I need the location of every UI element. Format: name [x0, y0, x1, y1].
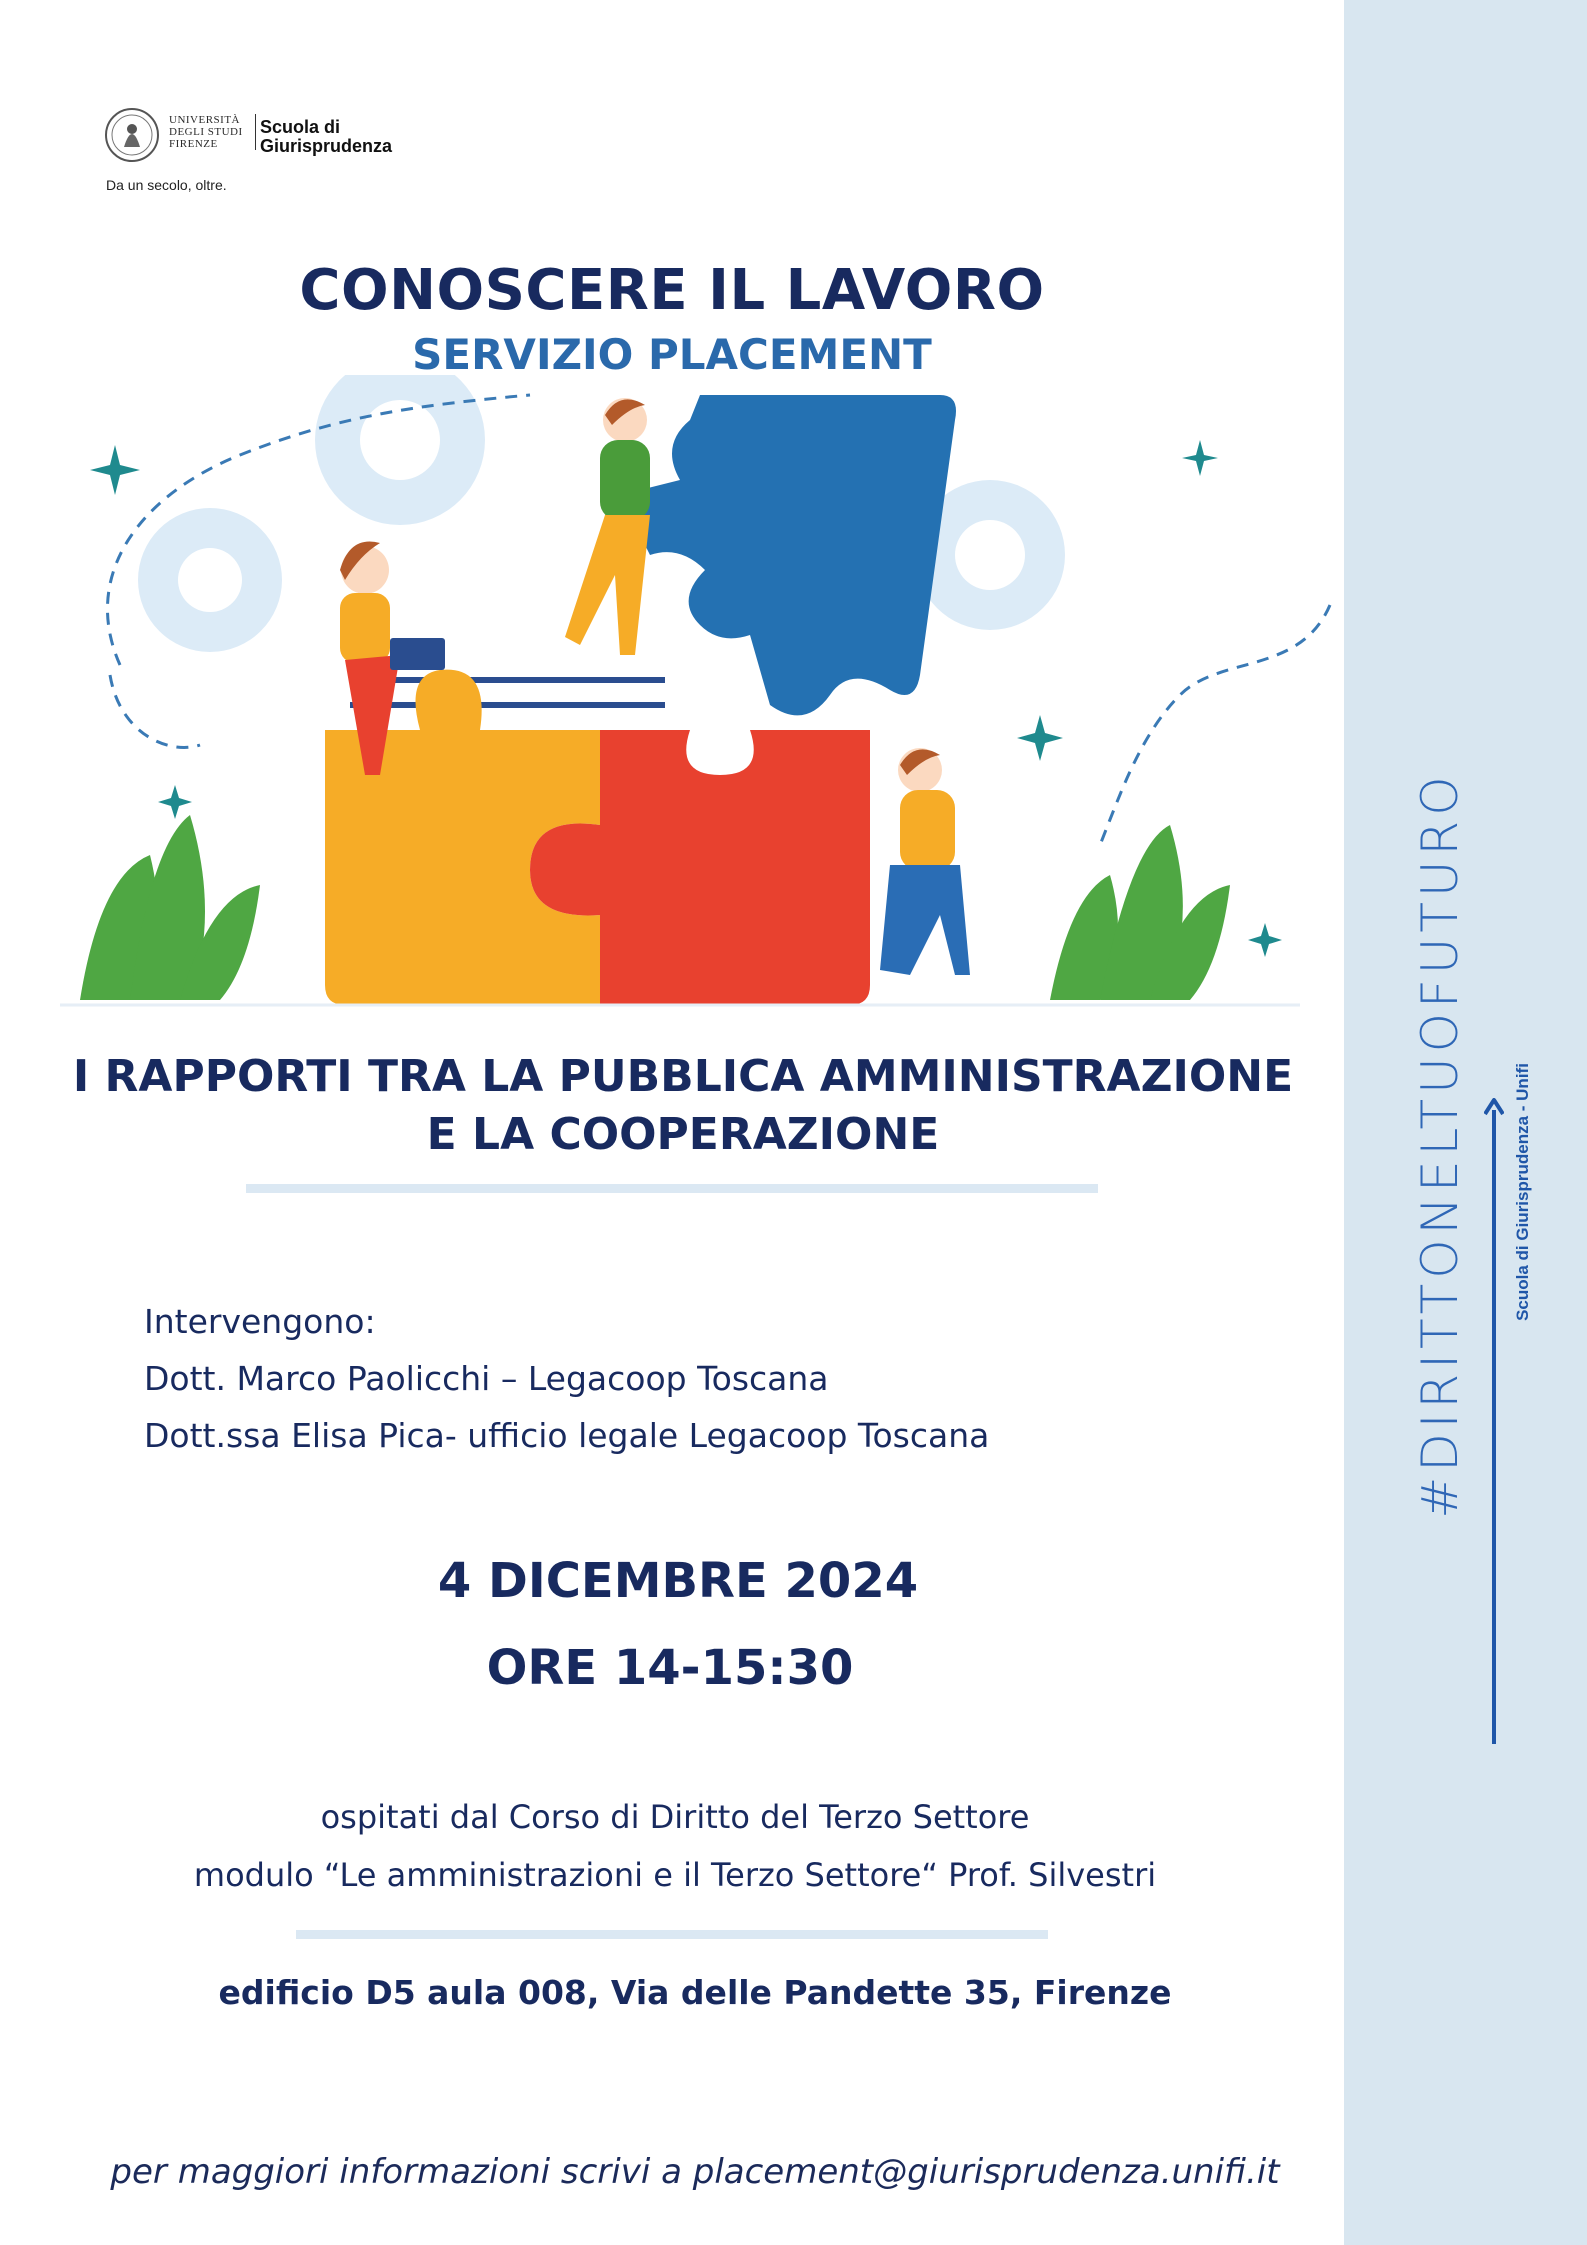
topic-line-2: E LA COOPERAZIONE	[426, 1109, 940, 1160]
university-logo	[104, 104, 444, 200]
speakers-section	[144, 1293, 989, 1464]
page-title: CONOSCERE IL LAVORO	[299, 258, 1045, 323]
hosted-line-2: modulo “Le amministrazioni e il Terzo Settore“ Prof. Silvestri	[193, 1856, 1157, 1894]
event-time: ORE 14-15:30	[486, 1640, 854, 1696]
divider	[246, 1184, 1098, 1193]
speaker-item: Dott.ssa Elisa Pica- ufficio legale Legacoop Toscana	[144, 1416, 990, 1455]
topic-line-1: I RAPPORTI TRA LA PUBBLICA AMMINISTRAZIONE	[72, 1051, 1294, 1102]
hosted-info	[0, 1788, 1350, 1904]
hosted-line-1: ospitati dal Corso di Diritto del Terzo Settore	[320, 1798, 1030, 1836]
divider	[296, 1930, 1048, 1939]
event-topic	[0, 1048, 1366, 1164]
teamwork-puzzle-illustration	[60, 375, 1340, 1015]
up-arrow-icon	[1484, 1098, 1504, 1744]
contact-info: per maggiori informazioni scrivi a placement@giurisprudenza.unifi.it	[110, 2152, 1280, 2192]
page-subtitle: SERVIZIO PLACEMENT	[412, 330, 932, 379]
logo-tagline: Da un secolo, oltre.	[106, 177, 227, 193]
event-date: 4 DICEMBRE 2024	[437, 1553, 919, 1609]
university-seal-icon	[104, 107, 160, 163]
school-name: Scuola di Giurisprudenza	[260, 117, 393, 156]
sidebar-hashtag: #DIRITTONELTUOFUTURO	[1411, 771, 1469, 1519]
event-location: edificio D5 aula 008, Via delle Pandette 35, Firenze	[218, 1973, 1172, 2012]
sidebar-subtitle: Scuola di Giurisprudenza - Unifi	[1513, 1063, 1532, 1321]
university-name: UNIVERSITÀ DEGLI STUDI FIRENZE	[169, 114, 256, 150]
speaker-item: Dott. Marco Paolicchi – Legacoop Toscana	[144, 1359, 829, 1398]
speakers-heading: Intervengono:	[144, 1302, 376, 1341]
